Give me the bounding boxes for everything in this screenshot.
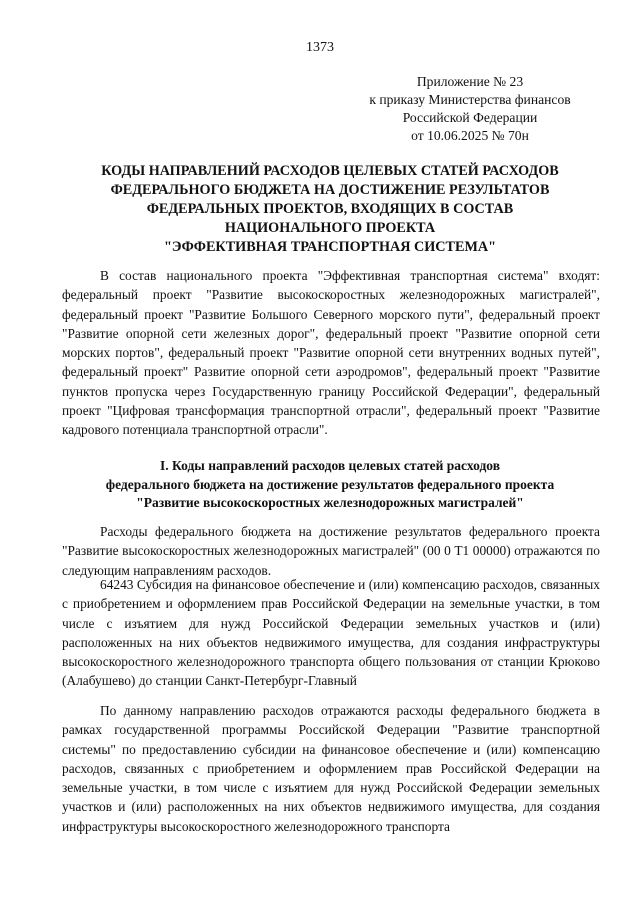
section-paragraph: Расходы федерального бюджета на достижение результатов федерального проекта "Развитие высокоскоростных железнодорожных магистралей" (00 0 Т1 00000) отражаются по следующим направлениям расходов. — [62, 524, 600, 578]
section-heading — [60, 457, 600, 513]
title-line: ФЕДЕРАЛЬНОГО БЮДЖЕТА НА ДОСТИЖЕНИЕ РЕЗУЛЬТАТОВ — [110, 182, 550, 198]
expense-code-paragraph: 64243 Субсидия на финансовое обеспечение и (или) компенсацию расходов, связанных с приобретением и оформлением прав Российской Федерации на земельные участки, в том числе с изъятием для нужд Российской Федерации земельных участков и (или) расположенных на них объектов недвижимого имущества, для создания инфраструктуры высокоскоростного железнодорожного транспорта общего пользования от станции Крюково (Алабушево) до станции Санкт-Петербург-Главный — [62, 577, 600, 689]
appendix-line: от 10.06.2025 № 70н — [411, 128, 529, 143]
section-heading-line: федерального бюджета на достижение результатов федерального проекта — [105, 476, 555, 492]
section-heading-line: I. Коды направлений расходов целевых статей расходов — [159, 458, 501, 473]
appendix-line: к приказу Министерства финансов — [369, 92, 571, 107]
page-number: 1373 — [306, 40, 334, 55]
appendix-line: Российской Федерации — [402, 110, 538, 125]
intro-paragraph: В состав национального проекта "Эффективная транспортная система" входят: федеральный проект "Развитие высокоскоростных железнодорожных магистралей", федеральный проект "Развитие Большого Северного морского пути", федеральный проект "Развитие опорной сети железных дорог", федеральный проект "Развитие опорной сети морских портов", федеральный проект "Развитие опорной сети внутренних водных путей", федеральный проект" Развитие опорной сети аэродромов", федеральный проект "Развитие пунктов пропуска через Государственную границу Российской Федерации", федеральный проект "Цифровая трансформация транспортной отрасли", федеральный проект "Развитие кадрового потенциала транспортной отрасли". — [62, 268, 600, 438]
title-line: НАЦИОНАЛЬНОГО ПРОЕКТА — [224, 220, 436, 236]
title-line: КОДЫ НАПРАВЛЕНИЙ РАСХОДОВ ЦЕЛЕВЫХ СТАТЕЙ РАСХОДОВ — [101, 163, 559, 179]
document-title — [40, 162, 620, 257]
title-line: "ЭФФЕКТИВНАЯ ТРАНСПОРТНАЯ СИСТЕМА" — [164, 239, 496, 255]
section-heading-line: "Развитие высокоскоростных железнодорожных магистралей" — [136, 495, 524, 510]
appendix-line: Приложение № 23 — [416, 74, 524, 89]
title-line: ФЕДЕРАЛЬНЫХ ПРОЕКТОВ, ВХОДЯЩИХ В СОСТАВ — [146, 201, 514, 217]
appendix-block — [340, 73, 600, 145]
section-paragraph: По данному направлению расходов отражаются расходы федерального бюджета в рамках государственной программы Российской Федерации "Развитие транспортной системы" по предоставлению субсидии на финансовое обеспечение и (или) компенсацию расходов, связанных с приобретением и оформлением прав Российской Федерации на земельные участки, в том числе с изъятием для нужд Российской Федерации земельных участков и (или) расположенных на них объектов недвижимого имущества, для создания инфраструктуры высокоскоростного железнодорожного транспорта — [62, 703, 600, 834]
